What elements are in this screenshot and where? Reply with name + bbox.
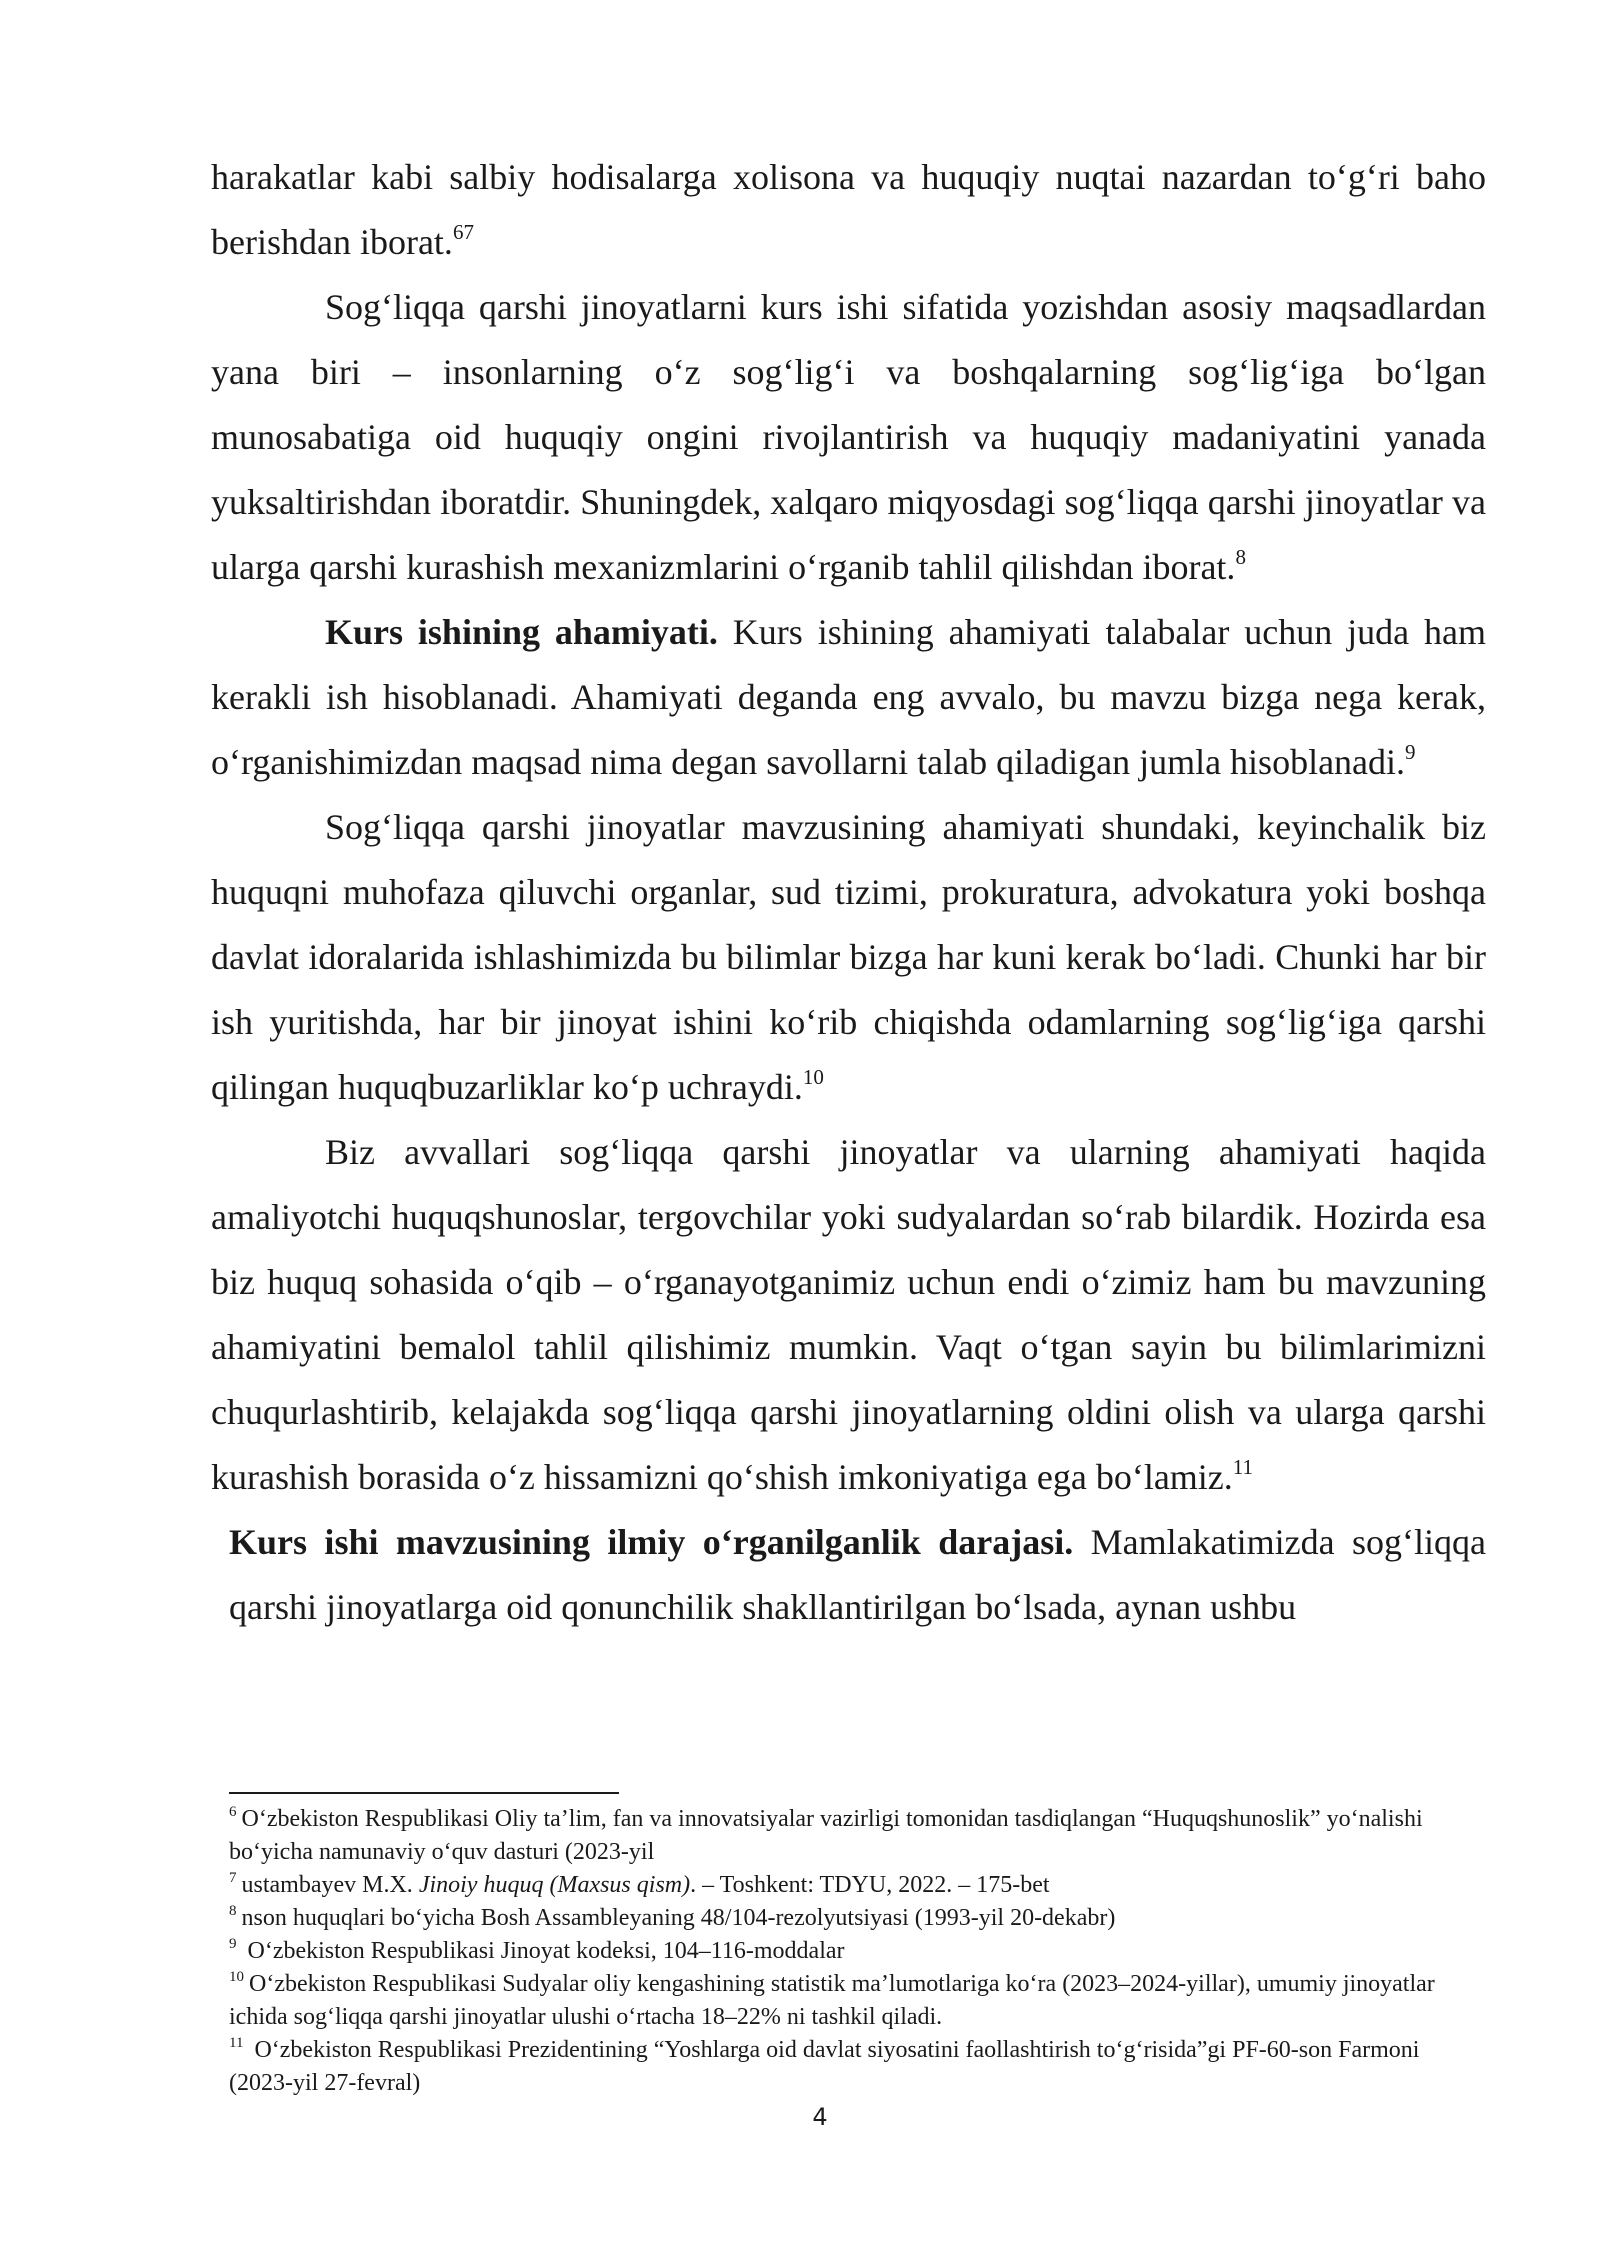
paragraph: Kurs ishi mavzusining ilmiy o‘rganilganlik darajasi. Mamlakatimizda sog‘liqqa qarshi jinoyatlarga oid qonunchilik shakllantirilgan bo‘lsada, aynan ushbu <box>229 1522 1486 1627</box>
footnote-ref: 11 <box>1232 1455 1254 1479</box>
footnote-ref: 8 <box>1235 545 1246 569</box>
footnote: $^8$ nson huquqlari bo‘yicha Bosh Assambleyaning 48/104-rezolyutsiyasi (1993-yil 20-dekabr) <box>229 1903 1116 1931</box>
page-number: 4 <box>812 2103 828 2131</box>
paragraph: Sog‘liqqa qarshi jinoyatlarni kurs ishi sifatida yozishdan asosiy maqsadlardan yana biri – insonlarning o‘z sog‘lig‘i va boshqalarning sog‘lig‘iga bo‘lgan munosabatiga oid huquqiy ongini rivojlantirish va huquqiy madaniyatini yanada yuksaltirishdan iboratdir. Shuningdek, xalqaro miqyosdagi sog‘liqqa qarshi jinoyatlar va ularga qarshi kurashish mexanizmlarini o‘rganib tahlil qilishdan iborat.$^8$ <box>211 287 1486 587</box>
footnote-ref: 9 <box>1405 740 1416 764</box>
footnotes <box>229 1803 1489 2100</box>
paragraph: Kurs ishining ahamiyati. Kurs ishining ahamiyati talabalar uchun juda ham kerakli ish hisoblanadi. Ahamiyati deganda eng avvalo, bu mavzu bizga nega kerak, o‘rganishimizdan maqsad nima degan savollarni talab qiladigan jumla hisoblanadi.$^9$ <box>211 612 1487 782</box>
footnote: $^9$ O‘zbekiston Respublikasi Jinoyat kodeksi, 104–116-moddalar <box>229 1936 845 1964</box>
footnote-ref: 10 <box>802 1065 824 1089</box>
body-text <box>211 145 1486 1640</box>
footnote-separator <box>229 1792 619 1794</box>
footnote: $^6$ O‘zbekiston Respublikasi Oliy ta’lim, fan va innovatsiyalar vazirligi tomonidan tasdiqlangan “Huquqshunoslik” yo‘nalishi bo‘yicha namunaviy o‘quv dasturi (2023-yil <box>229 1804 1423 1865</box>
section-heading: Kurs ishining ahamiyati. <box>325 612 718 652</box>
footnote-ref: 67 <box>452 220 474 244</box>
footnote: $^{10}$ O‘zbekiston Respublikasi Sudyalar oliy kengashining statistik ma’lumotlariga ko‘ra (2023–2024-yillar), umumiy jinoyatlar ichida sog‘liqqa qarshi jinoyatlar ulushi o‘rtacha 18–22% ni tashkil qiladi. <box>229 1969 1435 2030</box>
paragraph: Sog‘liqqa qarshi jinoyatlar mavzusining ahamiyati shundaki, keyinchalik biz huquqni muhofaza qiluvchi organlar, sud tizimi, prokuratura, advokatura yoki boshqa davlat idoralarida ishlashimizda bu bilimlar bizga har kuni kerak bo‘ladi. Chunki har bir ish yuritishda, har bir jinoyat ishini ko‘rib chiqishda odamlarning sog‘lig‘iga qarshi qilingan huquqbuzarliklar ko‘p uchraydi.$^{10}$ <box>211 807 1486 1107</box>
footnote: $^{11}$ O‘zbekiston Respublikasi Prezidentining “Yoshlarga oid davlat siyosatini faollashtirish to‘g‘risida”gi PF-60-son Farmoni (2023-yil 27-fevral) <box>229 2035 1420 2096</box>
footnote: $^7$ ustambayev M.X. Jinoiy huquq (Maxsus qism). – Toshkent: TDYU, 2022. – 175-bet <box>229 1870 1050 1898</box>
paragraph: harakatlar kabi salbiy hodisalarga xolisona va huquqiy nuqtai nazardan to‘g‘ri baho berishdan iborat.$^{67}$ <box>211 157 1486 262</box>
paragraph: Biz avvallari sog‘liqqa qarshi jinoyatlar va ularning ahamiyati haqida amaliyotchi huquqshunoslar, tergovchilar yoki sudyalardan so‘rab bilardik. Hozirda esa biz huquq sohasida o‘qib – o‘rganayotganimiz uchun endi o‘zimiz ham bu mavzuning ahamiyatini bemalol tahlil qilishimiz mumkin. Vaqt o‘tgan sayin bu bilimlarimizni chuqurlashtirib, kelajakda sog‘liqqa qarshi jinoyatlarning oldini olish va ularga qarshi kurashish borasida o‘z hissamizni qo‘shish imkoniyatiga ega bo‘lamiz.$^{11}$ <box>211 1132 1486 1497</box>
section-heading: Kurs ishi mavzusining ilmiy o‘rganilganlik darajasi. <box>229 1522 1074 1562</box>
